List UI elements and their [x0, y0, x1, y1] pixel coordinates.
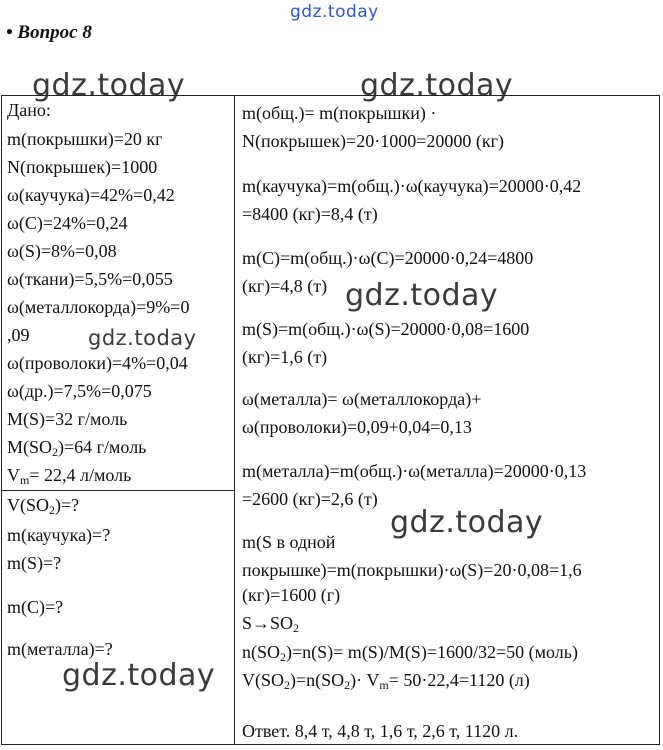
solution-line: =8400 (кг)=8,4 (т) [242, 204, 378, 224]
solution-line: m(каучука)=m(общ.)·ω(каучука)=20000·0,42 [242, 176, 582, 196]
given-line: $M(SO_2)=64$ г/моль [7, 437, 147, 459]
solution-line: $n(SO_2)=n(S)= m(S)/M(S)=1600/32=50$ (моль) [242, 642, 578, 664]
column-divider [234, 96, 235, 744]
watermark: gdz.today [345, 278, 499, 313]
solution-line: m(металла)=m(общ.)·ω(металла)=20000·0,13 [242, 461, 587, 481]
solution-line: m(S в одной [242, 532, 336, 552]
given-line: ω(ткани)=5,5%=0,055 [7, 269, 173, 289]
solution-line: (кг)=1600 (г) [242, 585, 341, 605]
given-line: $V_m= 22,4$ л/моль [7, 465, 132, 487]
solution-line: =2600 (кг)=2,6 (т) [242, 489, 378, 509]
solution-line: N(покрышек)=20·1000=20000 (кг) [242, 131, 504, 151]
solution-line: покрышке)=m(покрышки)·ω(S)=20·0,08=1,6 [242, 560, 582, 580]
watermark-top: gdz.today [290, 2, 379, 22]
find-line: $V(SO_2)=$? [7, 495, 80, 517]
solution-line: m(общ.)= m(покрышки) · [242, 103, 437, 123]
given-line: ω(проволоки)=4%=0,04 [7, 353, 188, 373]
watermark: gdz.today [32, 68, 186, 103]
solution-table [1, 95, 660, 745]
given-line: m(покрышки)=20 кг [7, 129, 163, 149]
given-line: ,09 [7, 325, 30, 345]
given-line: ω(металлокорда)=9%=0 [7, 297, 190, 317]
given-title: Дано: [7, 100, 51, 120]
find-line: m(металла)=? [7, 639, 113, 659]
watermark: gdz.today [62, 658, 216, 693]
solution-line: m(S)=m(общ.)·ω(S)=20000·0,08=1600 [242, 319, 530, 339]
question-heading: • Вопрос 8 [6, 22, 92, 43]
find-line: m(C)=? [7, 597, 64, 617]
find-line: m(каучука)=? [7, 525, 111, 545]
watermark: gdz.today [360, 68, 514, 103]
given-find-divider [2, 490, 234, 491]
given-line: ω(каучука)=42%=0,42 [7, 185, 175, 205]
solution-line: (кг)=1,6 (т) [242, 347, 328, 367]
solution-line: m(C)=m(общ.)·ω(C)=20000·0,24=4800 [242, 248, 534, 268]
given-line: ω(др.)=7,5%=0,075 [7, 381, 152, 401]
watermark: gdz.today [390, 505, 544, 540]
given-line: N(покрышек)=1000 [7, 157, 158, 177]
given-line: ω(S)=8%=0,08 [7, 241, 117, 261]
solution-line: (кг)=4,8 (т) [242, 276, 328, 296]
solution-line: ω(проволоки)=0,09+0,04=0,13 [242, 417, 472, 437]
watermark: gdz.today [88, 326, 197, 350]
answer-line: Ответ. 8,4 т, 4,8 т, 1,6 т, 2,6 т, 1120 л. [242, 721, 519, 741]
solution-line: ω(металла)= ω(металлокорда)+ [242, 389, 482, 409]
find-line: m(S)=? [7, 553, 62, 573]
solution-line: $S\to SO_2$ [242, 613, 300, 635]
given-line: ω(C)=24%=0,24 [7, 213, 128, 233]
solution-line: $V(SO_2)=n(SO_2)\cdot V_m= 50\cdot 22,4=1120$ (л) [242, 670, 530, 692]
given-line: M(S)=32 г/моль [7, 409, 128, 429]
